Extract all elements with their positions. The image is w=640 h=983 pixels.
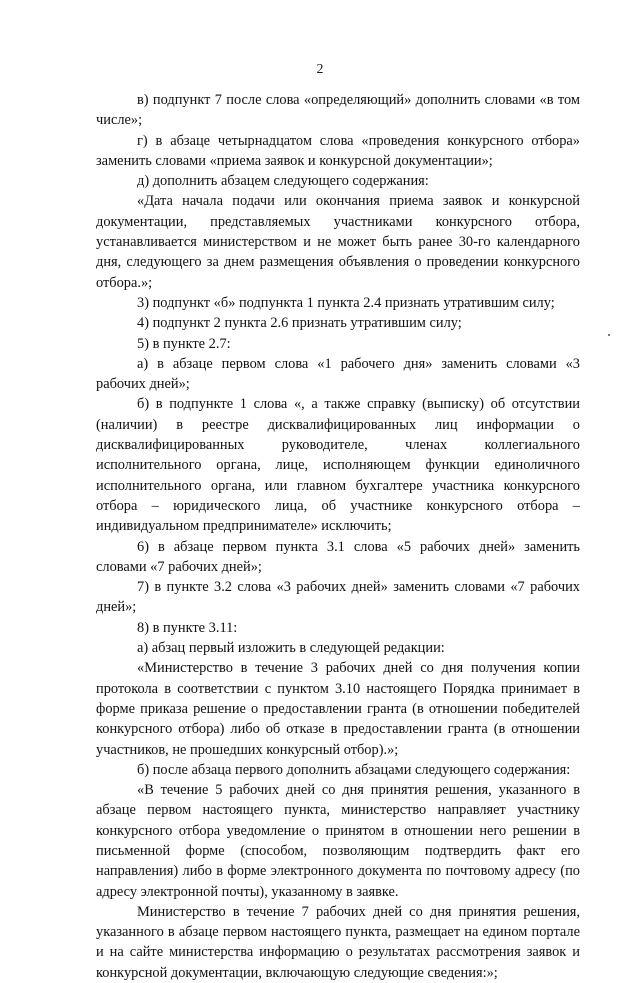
paragraph-6-point-3-1: 6) в абзаце первом пункта 3.1 слова «5 рабочих дней» заменить словами «7 рабочих дней»; xyxy=(96,538,580,575)
paragraph-a-new-edition: а) абзац первый изложить в следующей редакции: xyxy=(137,640,445,657)
paragraph-8-point-3-11: 8) в пункте 3.11: xyxy=(137,619,238,636)
scan-speck xyxy=(608,334,610,336)
paragraph-quoted-ministry-decision: «Министерство в течение 3 рабочих дней со дня получения копии протокола в соответствии с пунктом 3.10 настоящего Порядка принимает в форме приказа решение о предоставлении гранта (в отношении победителей конкурсного отбора) либо об отказе в предоставлении гранта (в отношении участников, не прошедших конкурсный отбор).»; xyxy=(96,660,580,758)
paragraph-b-subpoint-1: б) в подпункте 1 слова «, а также справку (выписку) об отсутствии (наличии) в реестре дисквалифицированных лиц информации о дисквалифицированных руководителе, членах коллегиального исполнительного органа, лице, исполняющем функции единоличного исполнительного органа, или главном бухгалтере участника конкурсного отбора – юридического лица, об участнике конкурсного отбора – индивидуальном предпринимателе» исключить; xyxy=(96,396,580,535)
paragraph-v-subpoint-7: в) подпункт 7 после слова «определяющий» дополнить словами «в том числе»; xyxy=(96,92,580,129)
paragraph-b-add-abzacs: б) после абзаца первого дополнить абзацами следующего содержания: xyxy=(137,761,571,778)
paragraph-quoted-notification: «В течение 5 рабочих дней со дня принятия решения, указанного в абзаце первом настоящего пункта, министерство направляет участнику конкурсного отбора уведомление о принятом в отношении него решении в письменной форме (способом, позволяющим подтвердить факт его направления) либо в форме электронного документа по почтовому адресу (по адресу электронной почты), указанному в заявке. xyxy=(96,782,580,900)
paragraph-ministry-publication: Министерство в течение 7 рабочих дней со дня принятия решения, указанного в абзаце первом настоящего пункта, размещает на едином портале и на сайте министерства информацию о результатах рассмотрения заявок и конкурсной документации, включающую следующие сведения:»; xyxy=(96,903,580,981)
paragraph-3-subpoint-b: 3) подпункт «б» подпункта 1 пункта 2.4 признать утратившим силу; xyxy=(137,294,555,311)
paragraph-a-first-abzac: а) в абзаце первом слова «1 рабочего дня» заменить словами «3 рабочих дней»; xyxy=(96,355,580,393)
paragraph-quoted-date-start: «Дата начала подачи или окончания приема заявок и конкурсной документации, представляемых участниками конкурсного отбора, устанавливается министерством и не может быть ранее 30-го календарного дня, следующего за днем размещения объявления о проведении конкурсного отбора.»; xyxy=(96,193,580,291)
paragraph-7-point-3-2: 7) в пункте 3.2 слова «3 рабочих дней» заменить словами «7 рабочих дней»; xyxy=(96,579,580,616)
paragraph-g-fourteenth-abzac: г) в абзаце четырнадцатом слова «проведения конкурсного отбора» заменить словами «приема заявок и конкурсной документации»; xyxy=(96,132,580,169)
paragraph-4-subpoint-2: 4) подпункт 2 пункта 2.6 признать утратившим силу; xyxy=(137,315,462,332)
document-body xyxy=(96,90,580,983)
paragraph-d-add-abzac: д) дополнить абзацем следующего содержания: xyxy=(137,173,429,190)
paragraph-5-point-2-7: 5) в пункте 2.7: xyxy=(137,335,231,352)
page-number: 2 xyxy=(316,62,324,77)
